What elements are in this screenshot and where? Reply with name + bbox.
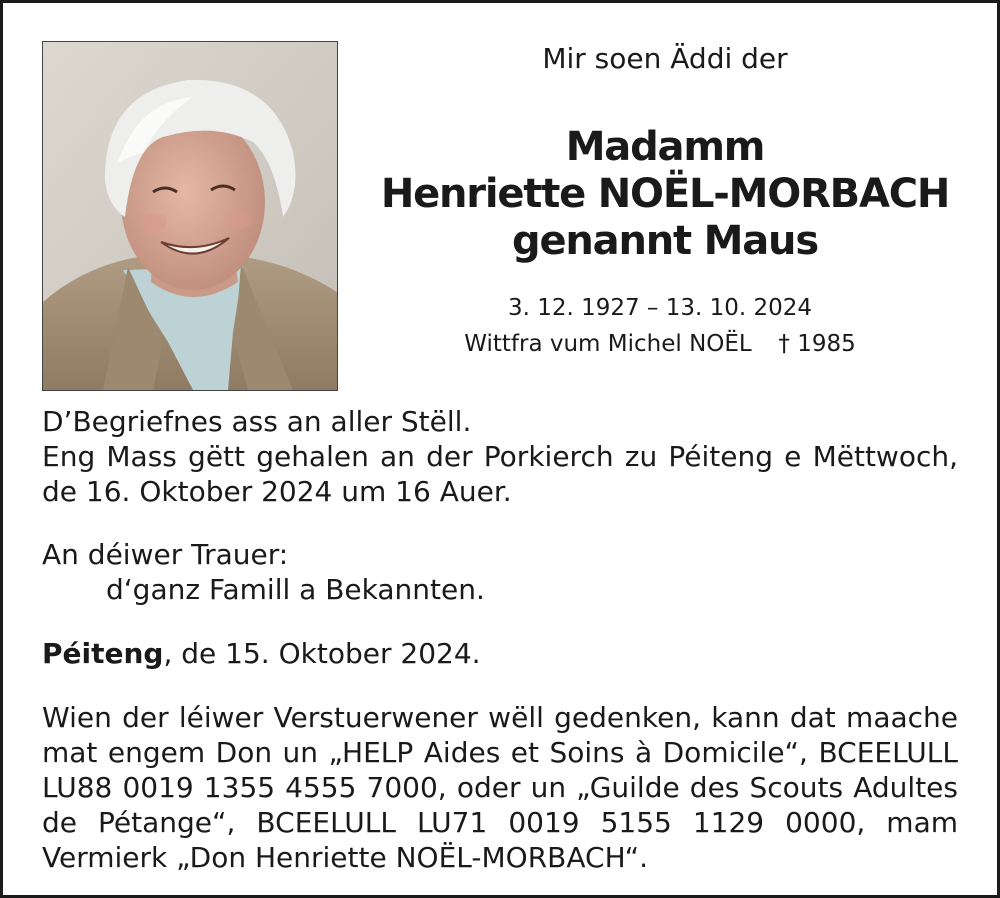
burial-notice: [42, 404, 958, 509]
burial-line-2: Eng Mass gëtt gehalen an der Porkierch zu Péiteng e Mëttwoch, de 16. Oktober 2024 um 16 Auer.: [42, 440, 958, 508]
widow-of: Wittfra vum Michel NOËL: [464, 331, 752, 357]
mourners-label: An déiwer Trauer:: [42, 538, 289, 571]
place-name: Péiteng: [42, 637, 164, 670]
donation-text: Wien der léiwer Verstuerwener wëll gedenken, kann dat maache mat engem Don un „HELP Aides et Soins à Domicile“, BCEELULL LU88 0019 1355 4555 7000, oder un „Guilde des Scouts Adultes de Pétange“, BCEELULL LU71 0019 5155 1129 0000, mam Vermierk „Don Henriette NOËL-MORBACH“.: [42, 701, 958, 874]
death-year: 1985: [797, 331, 856, 357]
life-info: [380, 290, 940, 362]
name-title: Madamm: [565, 124, 765, 170]
name-full: Henriette NOËL-MORBACH: [380, 171, 950, 217]
intro-line: Mir soen Äddi der: [542, 42, 788, 75]
life-dates: 3. 12. 1927 – 13. 10. 2024: [507, 295, 813, 321]
widow-line: [380, 326, 940, 362]
mourners-names: d‘ganz Famill a Bekannten.: [106, 573, 485, 606]
cross-icon: †: [778, 331, 790, 357]
portrait-photo: [42, 41, 338, 391]
burial-line-1: D’Begriefnes ass an aller Stëll.: [42, 405, 472, 438]
place-date: [42, 636, 958, 671]
deceased-name: [350, 124, 980, 265]
name-nickname: genannt Maus: [512, 218, 818, 264]
notice-date: , de 15. Oktober 2024.: [163, 637, 481, 670]
mourners: [42, 537, 958, 607]
